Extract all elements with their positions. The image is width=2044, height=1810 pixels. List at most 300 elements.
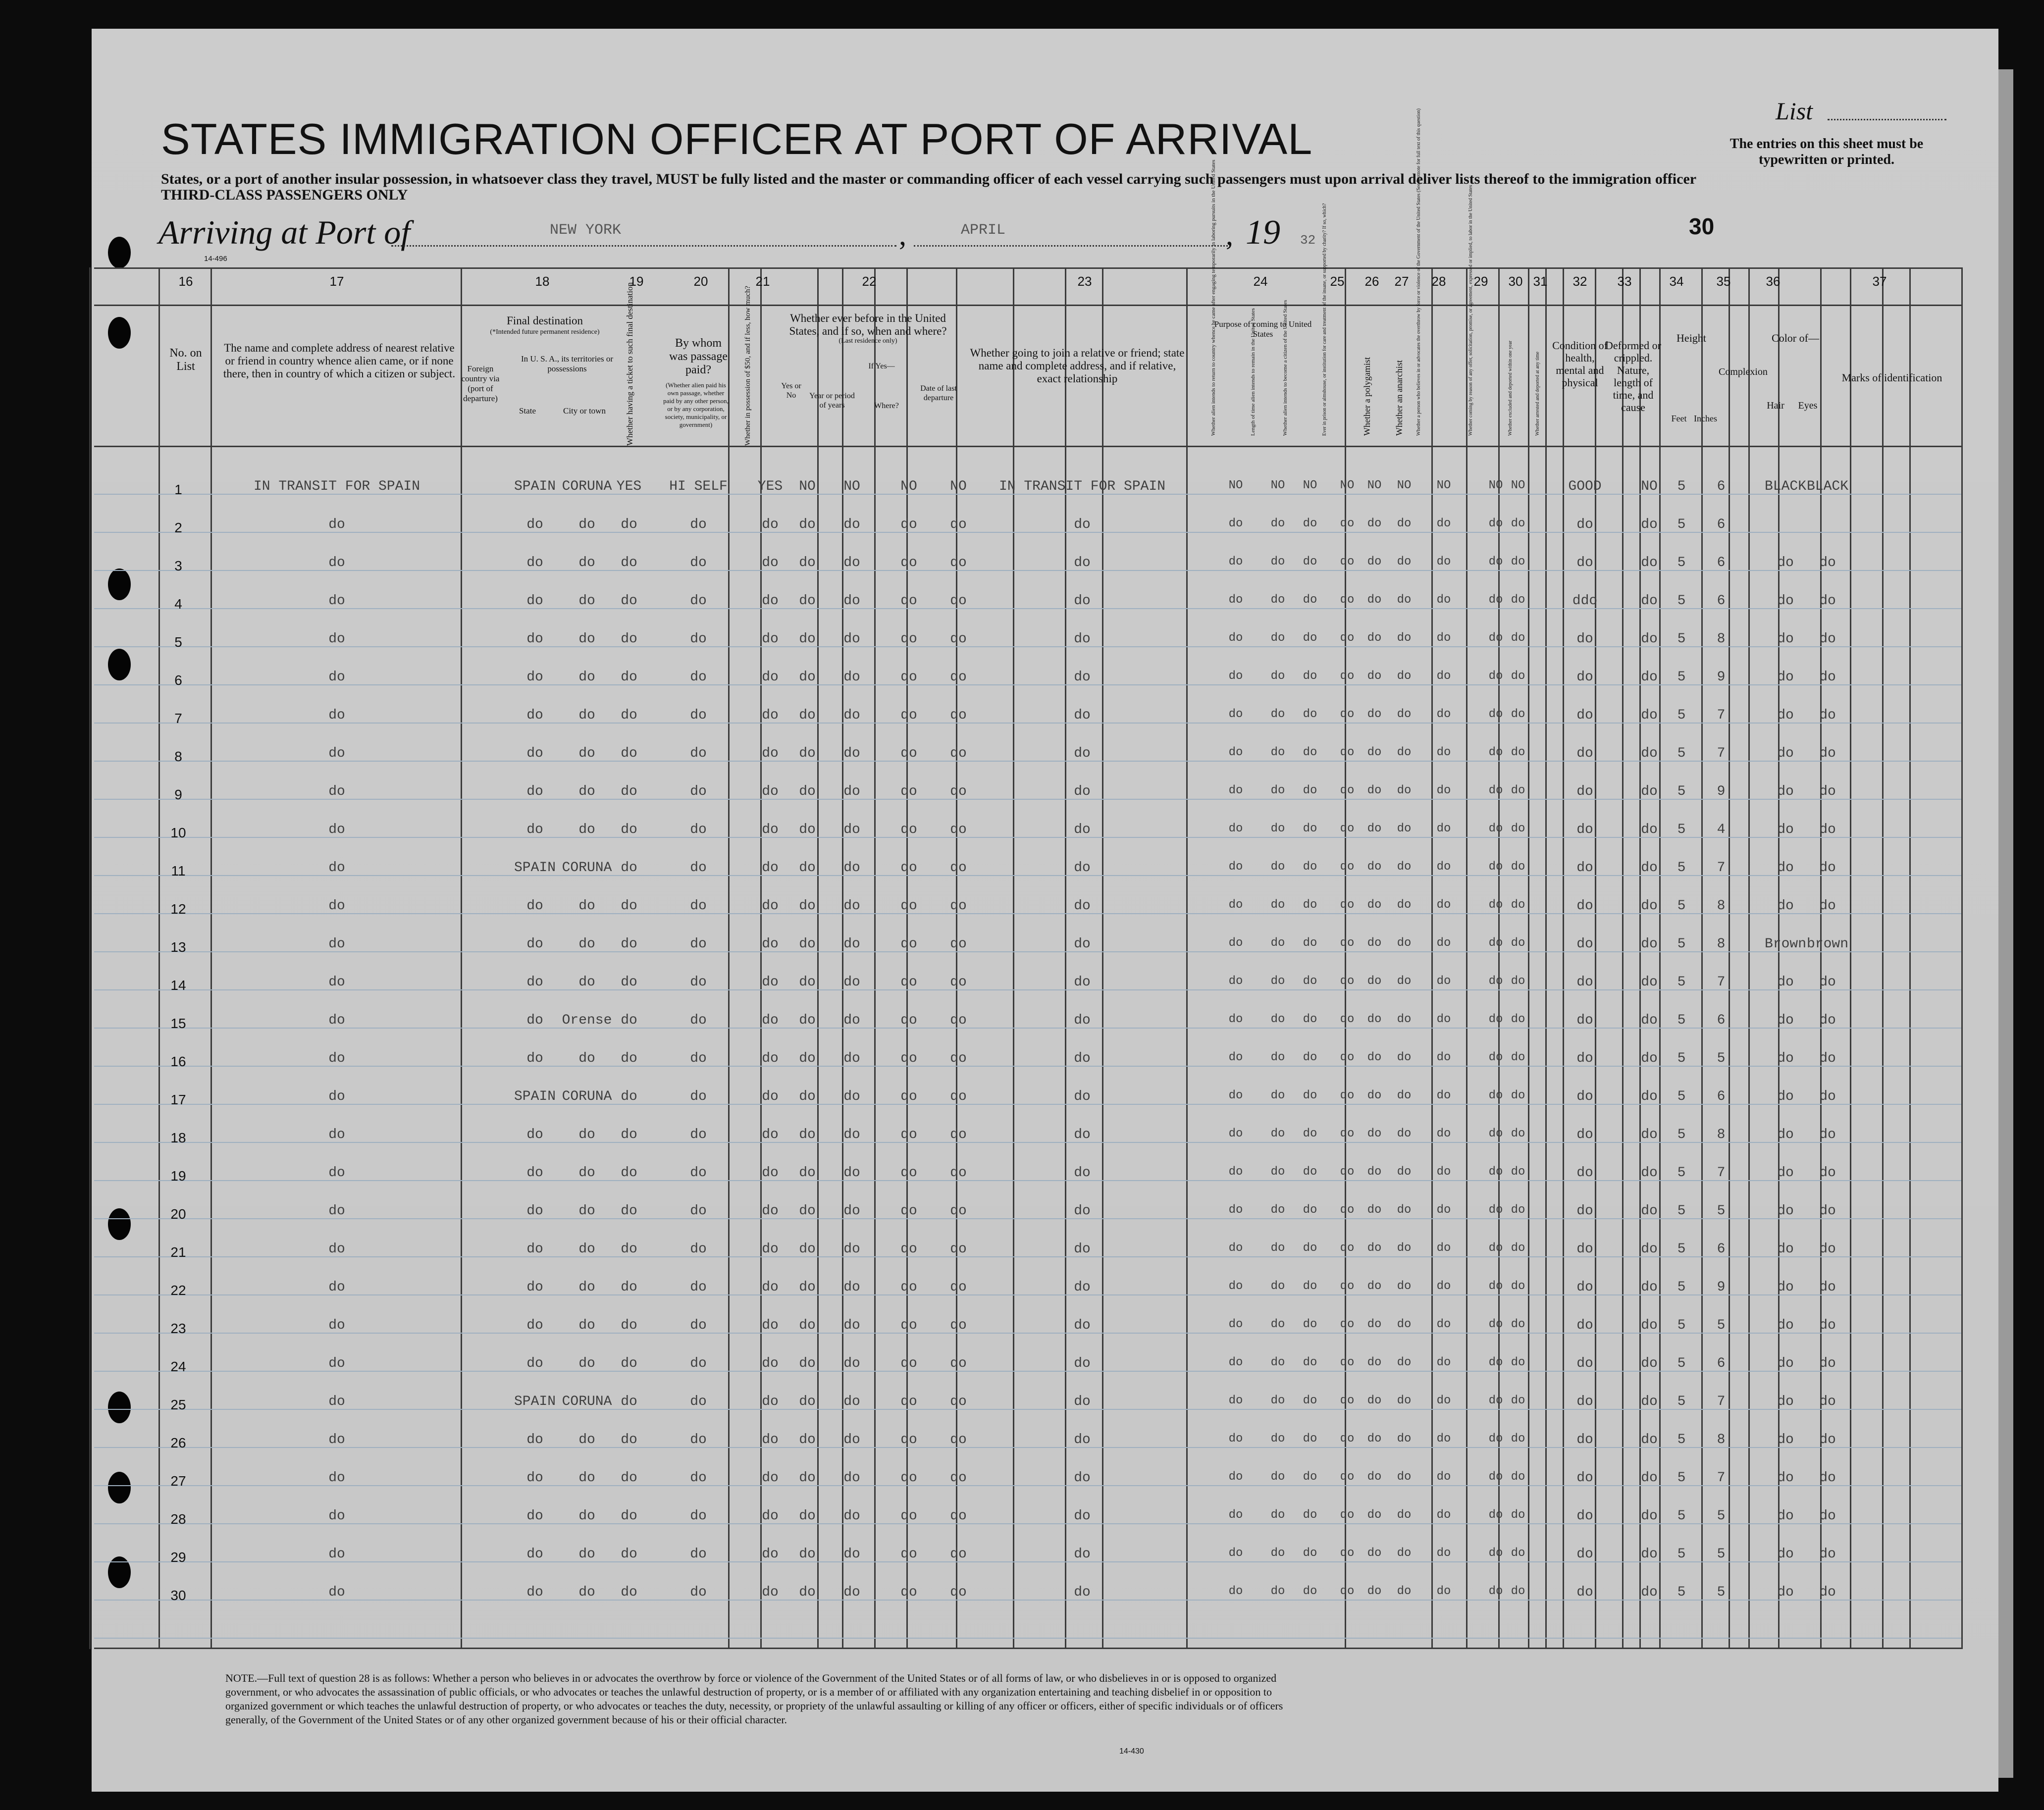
- cell-anarch: do: [1397, 631, 1412, 645]
- cell-feet: 5: [1677, 898, 1686, 914]
- cell-c31: do: [1511, 1051, 1525, 1064]
- cell-inches: 6: [1717, 1089, 1726, 1104]
- cell-p-c: do: [1303, 784, 1317, 797]
- header-state: State: [519, 406, 536, 415]
- punch-hole: [108, 237, 131, 268]
- list-label: List: [1776, 97, 1813, 125]
- cell-country: do: [526, 593, 543, 609]
- header-polygamist: Whether a polygamist: [1362, 357, 1372, 436]
- cell-c31: do: [1511, 593, 1525, 607]
- cell-c30: do: [1488, 1432, 1503, 1446]
- cell-anarch: do: [1397, 1127, 1412, 1140]
- cell-ever: do: [799, 784, 816, 799]
- cell-where: do: [900, 1318, 917, 1333]
- cell-country: do: [526, 1165, 543, 1181]
- cell-polyg: do: [1367, 1051, 1382, 1064]
- cell-city: do: [578, 1280, 595, 1295]
- cell-c30: do: [1488, 1318, 1503, 1331]
- cell-deformed: do: [1641, 670, 1658, 685]
- cell-city: do: [578, 1127, 595, 1142]
- cell-date: do: [950, 1585, 967, 1600]
- cell-health: do: [1576, 1585, 1593, 1600]
- cell-hair: do: [1777, 1165, 1794, 1181]
- cell-paid: do: [690, 860, 707, 876]
- cell-inches: 6: [1717, 517, 1726, 532]
- cell-deformed: do: [1641, 1585, 1658, 1600]
- grid-column-line: [1850, 267, 1851, 1649]
- cell-prison: do: [1340, 822, 1355, 835]
- cell-hair: do: [1777, 708, 1794, 723]
- row-number: 2: [174, 520, 182, 535]
- cell-c29: do: [1436, 1127, 1451, 1140]
- cell-join: do: [1074, 555, 1091, 570]
- cell-p-b: do: [1270, 936, 1285, 950]
- cell-eyes: do: [1819, 1356, 1836, 1371]
- cell-health: do: [1576, 822, 1593, 837]
- cell-country: do: [526, 1241, 543, 1257]
- cell-p-b: do: [1270, 1432, 1285, 1446]
- cell-paid: do: [690, 1318, 707, 1333]
- cell-feet: 5: [1677, 1394, 1686, 1409]
- cell-c29: do: [1436, 822, 1451, 835]
- cell-p-b: do: [1270, 822, 1285, 835]
- cell-paid: do: [690, 1280, 707, 1295]
- cell-ticket: do: [621, 860, 637, 876]
- grid-column-line: [1622, 267, 1624, 1649]
- cell-date: do: [950, 1013, 967, 1028]
- cell-c29: do: [1436, 1241, 1451, 1255]
- cell-feet: 5: [1677, 1165, 1686, 1181]
- cell-eyes: do: [1819, 975, 1836, 990]
- grid-column-line: [1186, 267, 1188, 1649]
- cell-city: do: [578, 1165, 595, 1181]
- cell-where: do: [900, 593, 917, 609]
- cell-c31: do: [1511, 1547, 1525, 1560]
- cell-ticket: do: [621, 593, 637, 609]
- cell-feet: 5: [1677, 936, 1686, 952]
- cell-fifty: do: [762, 898, 779, 914]
- row-number: 3: [174, 558, 182, 573]
- cell-p-b: do: [1270, 1165, 1285, 1179]
- cell-deformed: do: [1641, 1089, 1658, 1104]
- cell-p-b: do: [1270, 1470, 1285, 1484]
- cell-c31: do: [1511, 1585, 1525, 1598]
- cell-ticket: do: [621, 1356, 637, 1371]
- cell-paid: do: [690, 1356, 707, 1371]
- cell-anarch: do: [1397, 708, 1412, 721]
- cell-deformed: do: [1641, 517, 1658, 532]
- grid-header-line: [94, 446, 1961, 447]
- cell-join: do: [1074, 1165, 1091, 1181]
- cell-where: do: [900, 1470, 917, 1486]
- cell-prison: do: [1340, 1394, 1355, 1407]
- cell-where: do: [900, 1585, 917, 1600]
- cell-ticket: do: [621, 746, 637, 761]
- cell-city: do: [578, 1318, 595, 1333]
- cell-polyg: do: [1367, 1318, 1382, 1331]
- cell-p-c: do: [1303, 670, 1317, 683]
- cell-p-a: do: [1228, 1013, 1243, 1026]
- cell-p-b: do: [1270, 1585, 1285, 1598]
- cell-c31: do: [1511, 1089, 1525, 1102]
- cell-polyg: do: [1367, 746, 1382, 759]
- cell-p-a: do: [1228, 1089, 1243, 1102]
- cell-anarch: do: [1397, 1547, 1412, 1560]
- cell-polyg: do: [1367, 822, 1382, 835]
- cell-deformed: NO: [1641, 479, 1658, 494]
- cell-anarch: do: [1397, 670, 1412, 683]
- cell-c29: do: [1436, 555, 1451, 569]
- cell-relative: do: [328, 517, 345, 532]
- cell-c29: do: [1436, 1318, 1451, 1331]
- cell-feet: 5: [1677, 479, 1686, 494]
- cell-relative: do: [328, 860, 345, 876]
- cell-city: do: [578, 670, 595, 685]
- cell-fifty: do: [762, 1356, 779, 1371]
- cell-join: do: [1074, 784, 1091, 799]
- cell-join: do: [1074, 822, 1091, 837]
- cell-polyg: do: [1367, 1508, 1382, 1522]
- cell-deformed: do: [1641, 1127, 1658, 1142]
- cell-prison: do: [1340, 746, 1355, 759]
- cell-c29: do: [1436, 975, 1451, 988]
- grid-column-line: [1701, 267, 1703, 1649]
- cell-date: do: [950, 1508, 967, 1524]
- cell-relative: do: [328, 1165, 345, 1181]
- cell-country: do: [526, 1013, 543, 1028]
- cell-city: do: [578, 1432, 595, 1448]
- cell-inches: 5: [1717, 1585, 1726, 1600]
- cell-p-b: do: [1270, 1051, 1285, 1064]
- cell-c31: do: [1511, 1203, 1525, 1217]
- cell-country: do: [526, 975, 543, 990]
- cell-p-b: NO: [1270, 479, 1285, 492]
- cell-inches: 5: [1717, 1547, 1726, 1562]
- month-line: [914, 245, 1231, 247]
- cell-eyes: do: [1819, 1127, 1836, 1142]
- cell-health: do: [1576, 631, 1593, 647]
- cell-city: do: [578, 1547, 595, 1562]
- cell-city: do: [578, 517, 595, 532]
- cell-city: do: [578, 1356, 595, 1371]
- cell-p-c: do: [1303, 708, 1317, 721]
- cell-feet: 5: [1677, 631, 1686, 647]
- cell-health: do: [1576, 1280, 1593, 1295]
- cell-c29: do: [1436, 1280, 1451, 1293]
- cell-ticket: do: [621, 631, 637, 647]
- cell-p-c: do: [1303, 555, 1317, 569]
- year-prefix: 19: [1246, 213, 1280, 252]
- cell-inches: 8: [1717, 898, 1726, 914]
- cell-date: do: [950, 1547, 967, 1562]
- cell-prison: do: [1340, 670, 1355, 683]
- cell-date: do: [950, 1318, 967, 1333]
- header-complexion: Complexion: [1719, 366, 1768, 377]
- cell-p-c: do: [1303, 746, 1317, 759]
- cell-ticket: do: [621, 898, 637, 914]
- cell-p-c: do: [1303, 631, 1317, 645]
- cell-c31: do: [1511, 1165, 1525, 1179]
- grid-column-line: [1102, 267, 1103, 1649]
- cell-health: do: [1576, 1165, 1593, 1181]
- cell-inches: 4: [1717, 822, 1726, 837]
- cell-health: do: [1576, 1013, 1593, 1028]
- cell-join: do: [1074, 593, 1091, 609]
- cell-hair: do: [1777, 1508, 1794, 1524]
- cell-polyg: do: [1367, 975, 1382, 988]
- arriving-label: Arriving at Port of: [158, 213, 411, 251]
- cell-fifty: do: [762, 860, 779, 876]
- row-number: 24: [170, 1359, 186, 1374]
- cell-prison: do: [1340, 1547, 1355, 1560]
- cell-polyg: do: [1367, 1356, 1382, 1369]
- cell-hair: do: [1777, 1241, 1794, 1257]
- cell-health: do: [1576, 1547, 1593, 1562]
- cell-ticket: do: [621, 1165, 637, 1181]
- cell-ever: do: [799, 1165, 816, 1181]
- cell-ever: do: [799, 631, 816, 647]
- cell-c30: do: [1488, 898, 1503, 912]
- column-number-33: 33: [1617, 274, 1632, 289]
- cell-c29: do: [1436, 1394, 1451, 1407]
- cell-join: do: [1074, 517, 1091, 532]
- cell-c30: do: [1488, 860, 1503, 874]
- cell-anarch: do: [1397, 1356, 1412, 1369]
- cell-deformed: do: [1641, 860, 1658, 876]
- cell-p-c: do: [1303, 1127, 1317, 1140]
- cell-feet: 5: [1677, 1318, 1686, 1333]
- cell-hair: do: [1777, 1051, 1794, 1066]
- cell-feet: 5: [1677, 1432, 1686, 1448]
- cell-ticket: do: [621, 1547, 637, 1562]
- cell-c31: do: [1511, 670, 1525, 683]
- cell-feet: 5: [1677, 1089, 1686, 1104]
- cell-anarch: do: [1397, 784, 1412, 797]
- cell-year: do: [843, 631, 860, 647]
- cell-p-a: do: [1228, 898, 1243, 912]
- cell-relative: do: [328, 1013, 345, 1028]
- cell-prison: do: [1340, 975, 1355, 988]
- grid-column-line: [1729, 267, 1730, 1649]
- row-number: 21: [170, 1244, 186, 1260]
- cell-year: do: [843, 898, 860, 914]
- grid-column-line: [461, 267, 462, 1649]
- cell-eyes: brown: [1806, 936, 1849, 952]
- cell-p-c: do: [1303, 1585, 1317, 1598]
- cell-join: do: [1074, 1432, 1091, 1448]
- cell-ever: do: [799, 975, 816, 990]
- cell-city: do: [578, 1051, 595, 1066]
- cell-city: do: [578, 593, 595, 609]
- cell-paid: do: [690, 555, 707, 570]
- cell-ticket: do: [621, 1470, 637, 1486]
- cell-deformed: do: [1641, 1051, 1658, 1066]
- cell-date: do: [950, 898, 967, 914]
- cell-ticket: do: [621, 708, 637, 723]
- cell-c29: do: [1436, 1013, 1451, 1026]
- row-number: 15: [170, 1016, 186, 1031]
- cell-feet: 5: [1677, 670, 1686, 685]
- cell-p-b: do: [1270, 708, 1285, 721]
- cell-polyg: do: [1367, 1089, 1382, 1102]
- cell-relative: do: [328, 1280, 345, 1295]
- cell-health: do: [1576, 1470, 1593, 1486]
- cell-date: do: [950, 746, 967, 761]
- cell-c30: do: [1488, 517, 1503, 530]
- cell-relative: do: [328, 1470, 345, 1486]
- cell-p-a: do: [1228, 746, 1243, 759]
- cell-fifty: do: [762, 1470, 779, 1486]
- cell-eyes: do: [1819, 1203, 1836, 1219]
- cell-c31: do: [1511, 1280, 1525, 1293]
- cell-country: do: [526, 517, 543, 532]
- cell-fifty: do: [762, 631, 779, 647]
- grid-column-line: [1909, 267, 1911, 1649]
- cell-city: CORUNA: [562, 860, 612, 876]
- column-number-18: 18: [535, 274, 550, 289]
- cell-hair: do: [1777, 1127, 1794, 1142]
- cell-p-c: do: [1303, 1432, 1317, 1446]
- cell-city: do: [578, 1470, 595, 1486]
- cell-prison: do: [1340, 936, 1355, 950]
- cell-date: do: [950, 555, 967, 570]
- cell-c31: do: [1511, 708, 1525, 721]
- cell-hair: do: [1777, 784, 1794, 799]
- cell-anarch: do: [1397, 1318, 1412, 1331]
- cell-relative: do: [328, 1508, 345, 1524]
- header-health: Condition of health, mental and physical: [1552, 339, 1608, 389]
- column-number-21: 21: [755, 274, 770, 289]
- passenger-class: THIRD-CLASS PASSENGERS ONLY: [161, 187, 408, 203]
- cell-p-b: do: [1270, 1356, 1285, 1369]
- cell-date: do: [950, 1089, 967, 1104]
- row-number: 19: [170, 1168, 186, 1184]
- cell-p-b: do: [1270, 1241, 1285, 1255]
- cell-city: do: [578, 1508, 595, 1524]
- cell-inches: 5: [1717, 1318, 1726, 1333]
- cell-paid: do: [690, 1127, 707, 1142]
- column-number-28: 28: [1431, 274, 1446, 289]
- cell-c31: do: [1511, 784, 1525, 797]
- grid-column-line: [728, 267, 730, 1649]
- cell-hair: do: [1777, 1280, 1794, 1295]
- cell-eyes: do: [1819, 1547, 1836, 1562]
- cell-date: do: [950, 593, 967, 609]
- cell-anarch: do: [1397, 1089, 1412, 1102]
- header-purpose-b: Length of time alien intends to remain in the United States: [1250, 308, 1256, 436]
- cell-p-b: do: [1270, 860, 1285, 874]
- cell-polyg: do: [1367, 1127, 1382, 1140]
- cell-year: do: [843, 1127, 860, 1142]
- cell-eyes: do: [1819, 746, 1836, 761]
- cell-inches: 9: [1717, 784, 1726, 799]
- cell-date: do: [950, 708, 967, 723]
- header-coming-offer: Whether coming by reason of any offer, solicitation, promise, or agreement, expressed or implied, to labor in the United States: [1468, 185, 1473, 436]
- cell-anarch: do: [1397, 746, 1412, 759]
- cell-polyg: do: [1367, 1165, 1382, 1179]
- cell-anarch: do: [1397, 822, 1412, 835]
- cell-ever: do: [799, 1585, 816, 1600]
- cell-polyg: do: [1367, 784, 1382, 797]
- cell-join: do: [1074, 1089, 1091, 1104]
- cell-where: do: [900, 1280, 917, 1295]
- cell-p-b: do: [1270, 1318, 1285, 1331]
- row-number: 16: [170, 1054, 186, 1069]
- grid-column-line: [210, 267, 212, 1649]
- cell-year: do: [843, 860, 860, 876]
- cell-relative: do: [328, 593, 345, 609]
- cell-ever: do: [799, 1241, 816, 1257]
- cell-eyes: do: [1819, 784, 1836, 799]
- cell-paid: do: [690, 1203, 707, 1219]
- cell-p-c: do: [1303, 1089, 1317, 1102]
- cell-p-a: do: [1228, 708, 1243, 721]
- cell-relative: do: [328, 1089, 345, 1104]
- cell-p-c: do: [1303, 1318, 1317, 1331]
- cell-feet: 5: [1677, 784, 1686, 799]
- header-final-destination: Final destination: [507, 314, 583, 327]
- cell-where: do: [900, 670, 917, 685]
- cell-c30: do: [1488, 1356, 1503, 1369]
- header-purpose-c: Whether alien intends to become a citizen of the United States: [1282, 300, 1288, 436]
- cell-health: do: [1576, 517, 1593, 532]
- cell-country: SPAIN: [514, 1089, 556, 1104]
- cell-relative: do: [328, 555, 345, 570]
- cell-feet: 5: [1677, 1356, 1686, 1371]
- cell-where: do: [900, 1241, 917, 1257]
- cell-c30: do: [1488, 670, 1503, 683]
- cell-paid: do: [690, 517, 707, 532]
- cell-c30: do: [1488, 1470, 1503, 1484]
- cell-fifty: do: [762, 784, 779, 799]
- column-number-19: 19: [629, 274, 644, 289]
- column-number-23: 23: [1077, 274, 1092, 289]
- cell-hair: do: [1777, 975, 1794, 990]
- cell-year: do: [843, 708, 860, 723]
- cell-inches: 7: [1717, 1470, 1726, 1486]
- cell-country: do: [526, 1508, 543, 1524]
- cell-polyg: do: [1367, 860, 1382, 874]
- column-number-20: 20: [693, 274, 708, 289]
- cell-deformed: do: [1641, 708, 1658, 723]
- cell-ever: do: [799, 1508, 816, 1524]
- cell-join: do: [1074, 1508, 1091, 1524]
- cell-p-a: do: [1228, 1051, 1243, 1064]
- cell-p-c: do: [1303, 1013, 1317, 1026]
- cell-year: do: [843, 1280, 860, 1295]
- header-ticket: Whether having a ticket to such final destination: [625, 282, 634, 446]
- cell-where: do: [900, 1089, 917, 1104]
- cell-paid: do: [690, 1013, 707, 1028]
- cell-inches: 7: [1717, 1394, 1726, 1409]
- cell-prison: do: [1340, 898, 1355, 912]
- cell-p-b: do: [1270, 898, 1285, 912]
- cell-eyes: do: [1819, 1280, 1836, 1295]
- cell-ticket: do: [621, 1127, 637, 1142]
- cell-join: do: [1074, 1280, 1091, 1295]
- cell-fifty: do: [762, 1013, 779, 1028]
- cell-ever: do: [799, 1280, 816, 1295]
- cell-country: do: [526, 670, 543, 685]
- cell-health: do: [1576, 784, 1593, 799]
- cell-ticket: do: [621, 555, 637, 570]
- cell-fifty: do: [762, 1547, 779, 1562]
- cell-ever: NO: [799, 479, 816, 494]
- cell-p-c: do: [1303, 1203, 1317, 1217]
- cell-polyg: NO: [1367, 479, 1382, 492]
- cell-health: do: [1576, 975, 1593, 990]
- cell-hair: do: [1777, 1089, 1794, 1104]
